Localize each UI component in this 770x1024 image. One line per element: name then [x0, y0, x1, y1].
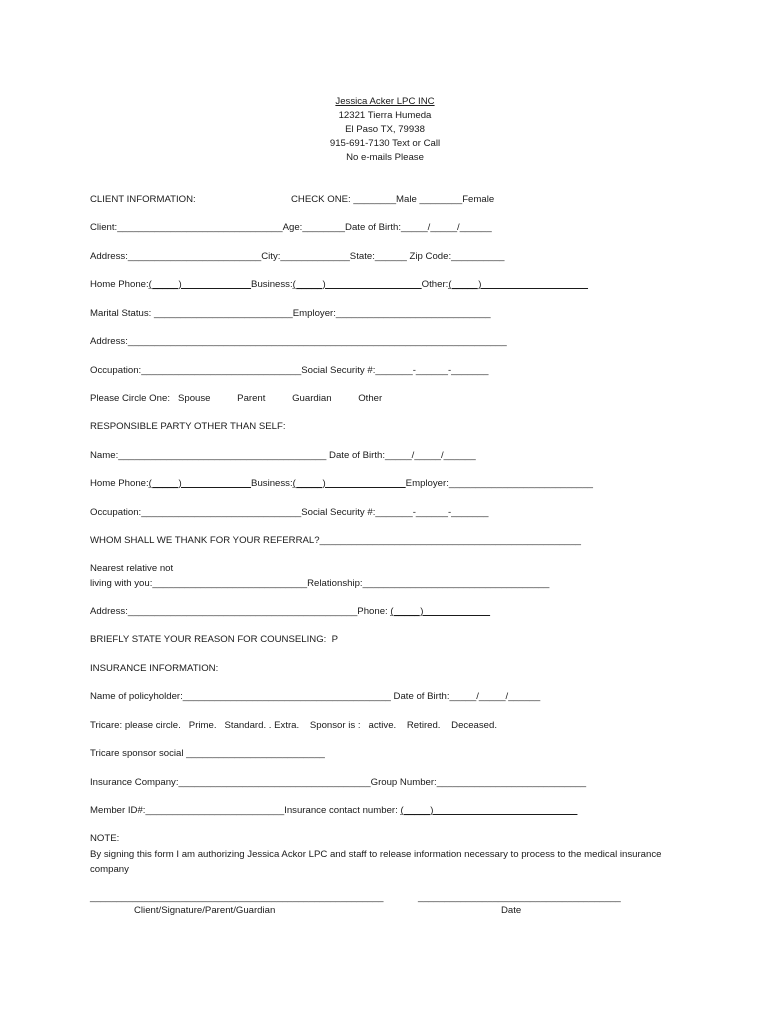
client-address-field[interactable]: Address:_________________________City:_____________State:______ Zip Code:__________ — [90, 251, 505, 262]
policyholder-field[interactable]: Name of policyholder:_______________________________________ Date of Birth:_____/_____/______ — [90, 691, 541, 702]
tricare-sponsor-social-field[interactable]: Tricare sponsor social __________________________ — [90, 748, 325, 759]
member-id-input[interactable]: Member ID#:__________________________Insurance contact number: — [90, 805, 401, 816]
other-phone-label: Other: — [421, 279, 449, 290]
other-phone-input[interactable]: (_____) — [448, 279, 589, 290]
signature-label: Client/Signature/Parent/Guardian — [134, 905, 276, 916]
insurance-company-field[interactable]: Insurance Company:____________________________________Group Number:____________________________ — [90, 777, 587, 788]
home-phone-label: Home Phone: — [90, 279, 149, 290]
responsible-name-dob-field[interactable]: Name:_______________________________________ Date of Birth:_____/_____/______ — [90, 450, 476, 461]
marital-employer-field[interactable]: Marital Status: __________________________Employer:_____________________________ — [90, 308, 491, 319]
resp-business-phone-label: Business: — [251, 478, 293, 489]
resp-employer-field[interactable]: Employer:___________________________ — [405, 478, 593, 489]
client-name-age-dob-field[interactable]: Client:_______________________________Age:________Date of Birth:_____/_____/______ — [90, 222, 492, 233]
signature-line[interactable]: _______________________________________________________ — [90, 892, 384, 903]
referral-field[interactable]: WHOM SHALL WE THANK FOR YOUR REFERRAL?_________________________________________________ — [90, 535, 582, 546]
practice-city: El Paso TX, 79938 — [345, 124, 425, 135]
resp-home-phone-input[interactable]: (_____) — [148, 478, 252, 489]
practice-name: Jessica Acker LPC INC — [335, 96, 435, 107]
reason-for-counseling-field[interactable]: BRIEFLY STATE YOUR REASON FOR COUNSELING: P — [90, 634, 339, 645]
home-phone-input[interactable]: (_____) — [148, 279, 252, 290]
insurance-contact-number-input[interactable]: (_____) — [400, 805, 578, 816]
date-line[interactable]: ______________________________________ — [418, 892, 621, 903]
employer-address-field[interactable]: Address:_______________________________________________________________________ — [90, 336, 507, 347]
practice-street: 12321 Tierra Humeda — [338, 110, 432, 121]
responsible-occupation-ssn-field[interactable]: Occupation:______________________________Social Security #:_______-______-_______ — [90, 507, 489, 518]
practice-header — [0, 95, 770, 165]
relative-address-phone-field[interactable] — [90, 606, 490, 618]
resp-home-phone-label: Home Phone: — [90, 478, 149, 489]
relationship-circle-field[interactable]: Please Circle One: Spouse Parent Guardian Other — [90, 393, 383, 404]
note-heading: NOTE: — [90, 833, 120, 844]
responsible-phones-field[interactable] — [90, 478, 593, 490]
date-label: Date — [501, 905, 522, 916]
responsible-party-heading: RESPONSIBLE PARTY OTHER THAN SELF: — [90, 421, 286, 432]
practice-email-note: No e-mails Please — [346, 152, 424, 163]
nearest-relative-label: Nearest relative not — [90, 563, 174, 574]
relative-phone-input[interactable]: (_____) — [390, 606, 491, 617]
business-phone-input[interactable]: (_____) — [292, 279, 422, 290]
member-id-field[interactable] — [90, 805, 577, 817]
resp-business-phone-input[interactable]: (_____) — [292, 478, 406, 489]
insurance-heading: INSURANCE INFORMATION: — [90, 663, 219, 674]
relative-address-input[interactable]: Address:___________________________________________Phone: — [90, 606, 391, 617]
gender-check-field[interactable]: CHECK ONE: ________Male ________Female — [291, 194, 495, 205]
nearest-relative-field[interactable]: living with you:_____________________________Relationship:___________________________________ — [90, 578, 550, 589]
practice-phone: 915-691-7130 Text or Call — [329, 138, 441, 149]
client-phones-field[interactable] — [90, 279, 588, 291]
client-info-heading: CLIENT INFORMATION: — [90, 194, 196, 205]
business-phone-label: Business: — [251, 279, 293, 290]
note-text: By signing this form I am authorizing Jessica Ackor LPC and staff to release information necessary to process to the medical insurance company — [90, 849, 662, 875]
client-occupation-ssn-field[interactable]: Occupation:______________________________Social Security #:_______-______-_______ — [90, 365, 489, 376]
tricare-circle-field[interactable]: Tricare: please circle. Prime. Standard. . Extra. Sponsor is : active. Retired. Deceased. — [90, 720, 498, 731]
